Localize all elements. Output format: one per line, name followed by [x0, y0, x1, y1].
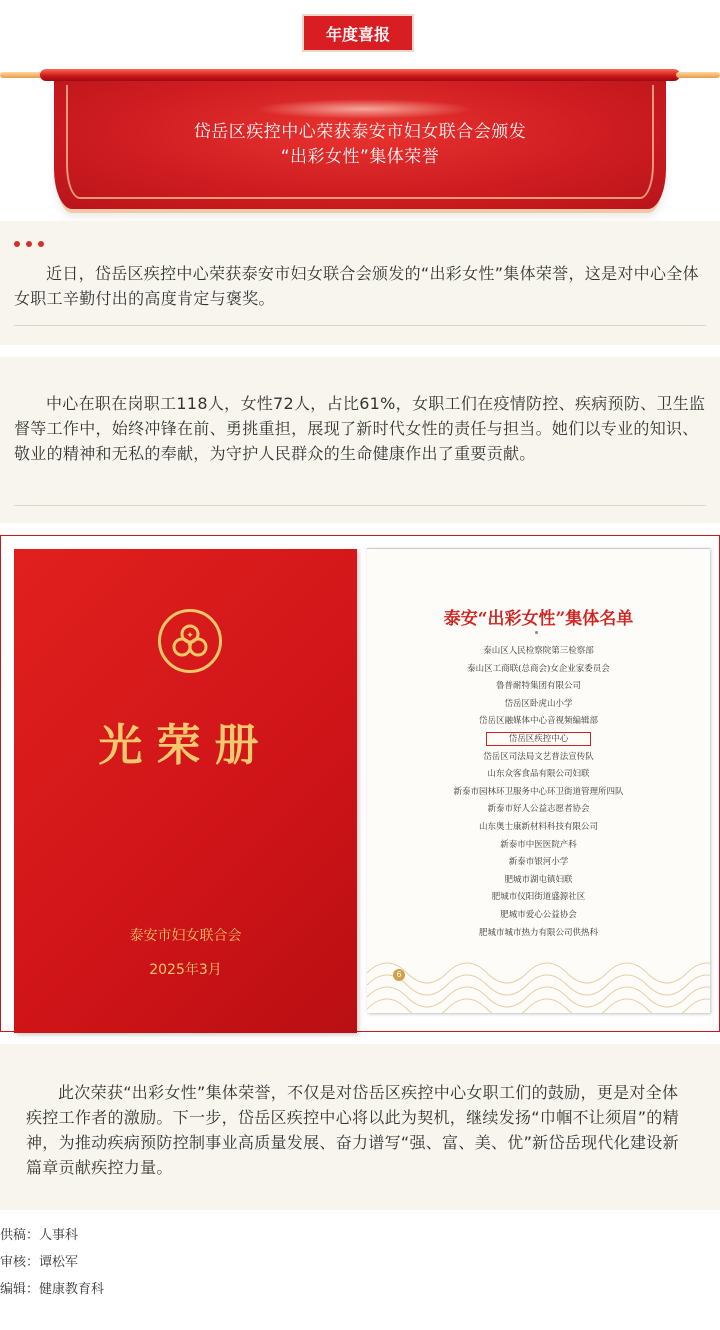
- divider: [14, 325, 706, 326]
- annual-news-tag: 年度喜报: [302, 14, 414, 52]
- credit-editor: 编辑：健康教育科: [0, 1282, 105, 1297]
- book-date: 2025年3月: [149, 962, 222, 978]
- closing-card: [0, 1044, 720, 1210]
- list-item: 肥城市爱心公益协会: [500, 909, 577, 920]
- list-item: 山东奥士康新材料科技有限公司: [478, 821, 598, 832]
- honor-list: [367, 643, 710, 942]
- list-item: 肥城市仪阳街道盛源社区: [491, 892, 586, 903]
- intro-paragraph: 近日，岱岳区疾控中心荣获泰安市妇女联合会颁发的“出彩女性”集体荣誉，这是对中心全体女职工辛勤付出的高度肯定与褒奖。: [14, 264, 699, 308]
- list-item: 新泰市好人公益志愿者协会: [487, 804, 590, 815]
- details-card: [0, 357, 720, 523]
- list-title: 泰安“出彩女性”集体名单: [443, 609, 634, 629]
- list-item: 山东众客食品有限公司妇联: [487, 769, 590, 780]
- book-title: 光荣册: [98, 720, 273, 771]
- intro-card: [0, 221, 720, 345]
- list-item: 新泰市银河小学: [508, 857, 569, 868]
- dots-icon: [14, 241, 44, 247]
- list-item-highlighted: 岱岳区疾控中心: [367, 731, 710, 749]
- honor-list-page: [367, 548, 710, 1013]
- list-item: 肥城市城市热力有限公司供热科: [478, 927, 598, 938]
- svg-text:✦: ✦: [186, 631, 194, 641]
- credit-source: 供稿：人事科: [0, 1228, 79, 1243]
- list-item: 新泰市中医医院产科: [500, 839, 577, 850]
- details-paragraph: 中心在职在岗职工118人，女性72人，占比61%，女职工们在疫情防控、疾病预防、卫生监督等工作中，始终冲锋在前、勇挑重担，展现了新时代女性的责任与担当。她们以专业的知识、敬业的精神和无私的奉献，为守护人民群众的生命健康作出了重要贡献。: [14, 394, 706, 463]
- closing-paragraph: 此次荣获“出彩女性”集体荣誉，不仅是对岱岳区疾控中心女职工们的鼓励，更是对全体疾控工作者的激励。下一步，岱岳区疾控中心将以此为契机，继续发扬“巾帼不让须眉”的精神，为推动疾病预防控制事业高质量发展、奋力谱写“强、富、美、优”新岱岳现代化建设新篇章贡献疾控力量。: [26, 1083, 679, 1177]
- headline-scroll: [54, 81, 666, 209]
- sparkle-decoration: [254, 99, 474, 119]
- headline-line-2: “出彩女性”集体荣誉: [280, 147, 440, 167]
- divider: [14, 505, 706, 506]
- credit-review: 审核：谭松军: [0, 1255, 79, 1270]
- book-organization: 泰安市妇女联合会: [129, 928, 242, 944]
- honor-book-cover: [14, 549, 357, 1033]
- headline-line-1: 岱岳区疾控中心荣获泰安市妇女联合会颁发: [193, 122, 527, 142]
- list-item: 新泰市园林环卫服务中心环卫街道管理所四队: [453, 786, 624, 797]
- list-item: 岱岳区司法局文艺普法宣传队: [483, 751, 594, 762]
- honor-photo: [0, 535, 720, 1032]
- list-item: 岱岳区融媒体中心音视频编辑部: [478, 716, 598, 727]
- page-number: 6: [393, 969, 405, 981]
- womens-federation-emblem-icon: [158, 609, 222, 673]
- list-item: 肥城市湖屯镇妇联: [504, 874, 573, 885]
- list-item: 泰山区人民检察院第三检察部: [483, 646, 594, 656]
- list-item: 鲁普耐特集团有限公司: [495, 681, 581, 692]
- list-item: 泰山区工商联(总商会)女企业家委员会: [467, 663, 610, 674]
- list-item: 岱岳区卧虎山小学: [504, 698, 573, 709]
- wave-pattern-decoration: [367, 943, 710, 1013]
- credits: [0, 1229, 104, 1310]
- scroll-rod: [0, 69, 720, 81]
